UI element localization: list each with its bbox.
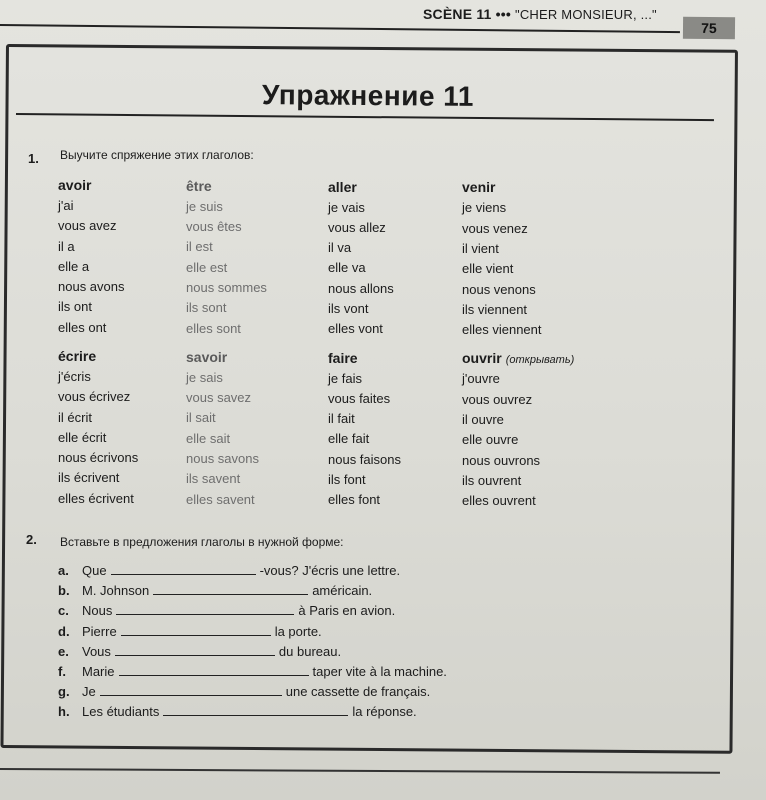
conjugation-form: il sait [186,410,216,426]
conjugation-form: elle sait [186,430,231,446]
conjugation-form: vous faites [328,390,391,406]
verb-infinitive [462,177,602,198]
item-suffix: -vous? J'écris une lettre. [259,563,401,578]
conjugation-form: elles écrivent [58,490,134,506]
conjugation-form: j'ouvre [462,371,500,387]
conjugation-form: je sais [186,369,223,385]
answer-blank[interactable] [100,682,282,696]
conjugation-form: elles viennent [462,322,542,338]
conjugation-form: elles savent [186,491,255,507]
conjugation-form: il vient [462,240,499,256]
conjugation-form: elle vient [462,261,514,277]
bottom-rule [0,768,720,774]
verb-infinitive [328,348,468,369]
section-2-instruction: Вставьте в предложения глаголы в нужной форме: [60,535,344,549]
exercise-title: Упражнение 11 [261,79,474,112]
conjugation-form: il écrit [58,409,92,425]
item-suffix: la réponse. [352,704,417,720]
scene-dots: ••• [495,6,511,22]
verb-column-savoir [186,347,326,510]
conjugation-form: j'écris [58,369,91,384]
conjugation-form: elle écrit [58,429,107,445]
infinitive-text: ouvrir [462,350,502,367]
verb-infinitive [186,176,326,197]
answer-blank[interactable] [163,702,348,716]
verb-infinitive [328,177,468,198]
conjugation-form: vous venez [462,220,528,236]
conjugation-form: elle a [58,258,90,274]
item-letter: g. [58,684,70,700]
item-letter: c. [58,603,69,619]
conjugation-form: ils vont [328,301,369,317]
conjugation-form: je suis [186,198,223,214]
header-rule [0,24,680,33]
verb-column-écrire [58,346,198,509]
page-header [0,0,766,44]
conjugation-form: elle fait [328,431,370,447]
conjugation-form: elles ouvrent [462,493,536,509]
infinitive-note: (открывать) [505,354,575,367]
item-prefix: Pierre [82,623,117,639]
conjugation-form: vous savez [186,390,252,406]
exercise-item [58,561,400,581]
item-suffix: une cassette de français. [285,684,431,700]
answer-blank[interactable] [153,581,308,595]
infinitive-text: aller [328,178,357,195]
scene-subtitle: "CHER MONSIEUR, ..." [515,7,657,22]
verb-column-être [186,176,326,339]
item-letter: d. [58,623,70,639]
conjugation-form: nous faisons [328,451,401,467]
exercise-item [58,642,341,662]
answer-blank[interactable] [115,642,275,656]
verb-column-avoir [58,175,198,338]
section-1-number: 1. [28,151,39,166]
conjugation-form: nous venons [462,281,536,297]
exercise-item [58,581,372,601]
conjugation-form: je fais [328,370,362,386]
item-suffix: taper vite à la machine. [312,664,447,679]
conjugation-form: vous ouvrez [462,391,533,407]
conjugation-form: je vais [328,199,365,215]
item-letter: f. [58,664,66,679]
infinitive-text: savoir [186,348,228,365]
item-prefix: M. Johnson [82,583,150,599]
verb-infinitive [462,348,602,369]
page-number: 75 [683,17,735,40]
conjugation-form: ils ont [58,299,92,315]
conjugation-form: nous allons [328,280,394,296]
item-prefix: Vous [82,643,111,659]
scene-label: SCÈNE 11 [423,6,492,22]
conjugation-form: elles font [328,492,381,508]
running-head [423,6,657,22]
answer-blank[interactable] [116,601,294,615]
exercise-item [58,662,447,682]
answer-blank[interactable] [121,622,271,636]
conjugation-form: vous allez [328,219,386,235]
exercise-item [58,682,430,702]
conjugation-form: nous sommes [186,279,267,295]
verb-column-faire [328,348,468,511]
conjugation-form: nous ouvrons [462,452,541,468]
conjugation-form: il ouvre [462,411,504,427]
item-suffix: la porte. [274,623,322,639]
answer-blank[interactable] [119,662,309,676]
item-prefix: Je [82,684,96,700]
conjugation-form: vous avez [58,218,117,234]
conjugation-form: vous écrivez [58,389,131,405]
verb-infinitive [58,175,198,196]
conjugation-form: ils savent [186,471,241,487]
item-letter: h. [58,704,70,720]
item-suffix: du bureau. [278,643,342,659]
section-2-number: 2. [26,532,37,547]
infinitive-text: être [186,177,212,194]
verb-column-aller [328,177,468,340]
verb-column-venir [462,177,602,340]
item-letter: e. [58,643,69,659]
conjugation-form: je viens [462,200,507,216]
answer-blank[interactable] [111,561,256,575]
item-suffix: américain. [312,583,373,599]
item-prefix: Nous [82,603,113,619]
section-1-instruction: Выучите спряжение этих глаголов: [60,148,254,162]
infinitive-text: faire [328,349,358,366]
conjugation-form: nous savons [186,450,259,466]
item-suffix: à Paris en avion. [298,603,396,619]
conjugation-form: elle est [186,259,228,275]
conjugation-form: ils sont [186,300,227,316]
item-prefix: Que [82,563,107,578]
item-letter: b. [58,583,70,599]
conjugation-form: elles ont [58,319,107,335]
conjugation-form: il fait [328,411,355,427]
conjugation-form: j'ai [58,198,74,213]
conjugation-form: vous êtes [186,219,242,235]
verb-infinitive [58,346,198,367]
infinitive-text: avoir [58,177,92,193]
conjugation-form: il est [186,239,213,255]
item-letter: a. [58,563,69,578]
conjugation-form: elles sont [186,320,241,336]
conjugation-form: elles vont [328,321,383,337]
exercise-item [58,622,322,642]
item-prefix: Les étudiants [82,704,160,720]
infinitive-text: venir [462,179,496,196]
conjugation-form: ils viennent [462,301,528,317]
conjugation-form: nous écrivons [58,450,139,466]
exercise-item [58,702,417,722]
conjugation-form: il a [58,238,75,254]
conjugation-form: nous avons [58,279,125,295]
verb-infinitive [186,347,326,368]
conjugation-form: elle va [328,260,366,276]
conjugation-form: ils ouvrent [462,472,522,488]
exercise-item [58,601,395,621]
item-prefix: Marie [82,664,115,679]
infinitive-text: écrire [58,348,97,364]
conjugation-form: il va [328,240,352,256]
verb-column-ouvrir [462,348,602,511]
conjugation-form: elle ouvre [462,432,519,448]
conjugation-form: ils font [328,472,366,488]
conjugation-form: ils écrivent [58,470,120,486]
